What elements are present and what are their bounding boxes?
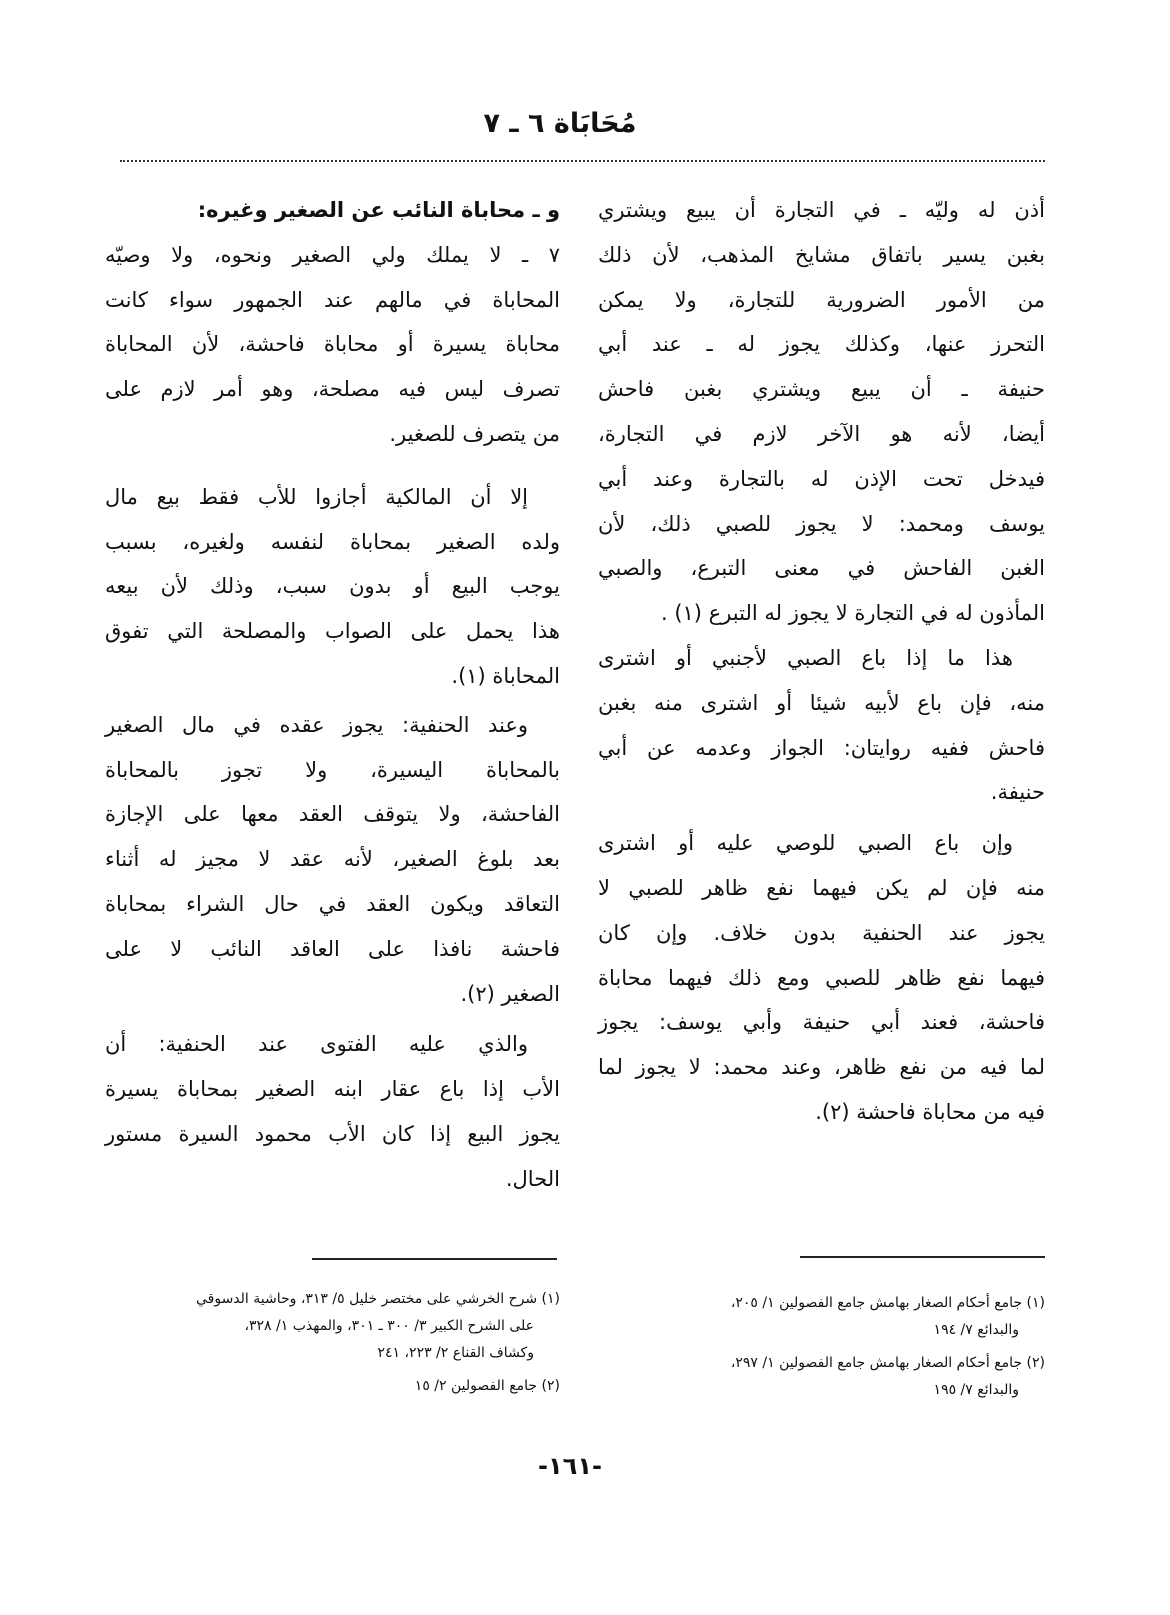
text-line: الأب إذا باع عقار ابنه الصغير بمحاباة يسيرة bbox=[105, 1077, 560, 1102]
footnote-divider-right bbox=[800, 1256, 1045, 1258]
text-line: يوجب البيع أو بدون سبب، وذلك لأن بيعه bbox=[105, 574, 560, 599]
paragraph bbox=[598, 188, 1045, 636]
text-line: هذا يحمل على الصواب والمصلحة التي تفوق bbox=[105, 619, 560, 644]
text-line: منه فإن لم يكن فيهما نفع ظاهر للصبي لا bbox=[598, 875, 1045, 900]
footnote-line: على الشرح الكبير ٣/ ٣٠٠ ـ ٣٠١، والمهذب ١/ ٣٢٨، bbox=[244, 1318, 534, 1334]
footnote bbox=[600, 1350, 1045, 1404]
text-line: بالمحاباة اليسيرة، ولا تجوز بالمحاباة bbox=[105, 757, 560, 782]
footnotes-left bbox=[105, 1286, 560, 1400]
footnote-line: (٢) جامع الفصولين ٢/ ١٥ bbox=[414, 1378, 560, 1394]
paragraph bbox=[105, 703, 560, 1017]
right-text-column bbox=[598, 188, 1045, 1135]
text-line: أذن له وليّه ـ في التجارة أن يبيع ويشتري bbox=[598, 198, 1045, 222]
footnote bbox=[600, 1290, 1045, 1344]
text-line: هذا ما إذا باع الصبي لأجنبي أو اشترى bbox=[598, 645, 1013, 670]
text-line: يوسف ومحمد: لا يجوز للصبي ذلك، لأن bbox=[598, 511, 1045, 536]
text-line: المحاباة (١). bbox=[451, 663, 560, 688]
text-line: التحرز عنها، وكذلك يجوز له ـ عند أبي bbox=[598, 332, 1045, 357]
text-line: التعاقد ويكون العقد في حال الشراء بمحاباة bbox=[105, 891, 560, 916]
text-line: فيه من محاباة فاحشة (٢). bbox=[815, 1099, 1045, 1124]
text-line: أيضا، لأنه هو الآخر لازم في التجارة، bbox=[598, 421, 1045, 446]
text-line: حنيفة. bbox=[990, 780, 1045, 805]
footnote bbox=[105, 1373, 560, 1400]
text-line: الصغير (٢). bbox=[460, 981, 560, 1006]
footnote-line: وكشاف القناع ٢/ ٢٢٣، ٢٤١ bbox=[377, 1345, 534, 1361]
text-line: من الأمور الضرورية للتجارة، ولا يمكن bbox=[598, 287, 1045, 312]
footnote-line: (١) شرح الخرشي على مختصر خليل ٥/ ٣١٣، وحاشية الدسوقي bbox=[195, 1291, 560, 1307]
footnote-line: (٢) جامع أحكام الصغار بهامش جامع الفصولين ١/ ٢٩٧، bbox=[730, 1355, 1045, 1371]
footnotes-right bbox=[600, 1290, 1045, 1404]
text-line: ولده الصغير بمحاباة لنفسه ولغيره، بسبب bbox=[105, 529, 560, 554]
text-line: المحاباة في مالهم عند الجمهور سواء كانت bbox=[105, 287, 560, 312]
footnote-line: (١) جامع أحكام الصغار بهامش جامع الفصولين ١/ ٢٠٥، bbox=[730, 1295, 1045, 1311]
footnote-line: والبدائع ٧/ ١٩٥ bbox=[933, 1382, 1019, 1398]
paragraph bbox=[105, 475, 560, 699]
text-line: الغبن الفاحش في معنى التبرع، والصبي bbox=[598, 556, 1045, 581]
section-heading: و ـ محاباة النائب عن الصغير وغيره: bbox=[197, 198, 560, 222]
paragraph bbox=[105, 1022, 560, 1201]
paragraph bbox=[105, 233, 560, 457]
text-line: بغبن يسير باتفاق مشايخ المذهب، لأن ذلك bbox=[598, 242, 1045, 267]
text-line: بعد بلوغ الصغير، لأنه عقد لا مجيز له أثناء bbox=[105, 847, 560, 872]
text-line: ٧ ـ لا يملك ولي الصغير ونحوه، ولا وصيّه bbox=[105, 242, 560, 267]
footnote-line: والبدائع ٧/ ١٩٤ bbox=[933, 1322, 1019, 1338]
text-line: حنيفة ـ أن يبيع ويشتري بغبن فاحش bbox=[598, 377, 1045, 402]
running-header: مُحَابَاة ٦ ـ ٧ bbox=[483, 108, 637, 139]
text-line: محاباة يسيرة أو محاباة فاحشة، لأن المحاباة bbox=[105, 332, 560, 357]
text-line: والذي عليه الفتوى عند الحنفية: أن bbox=[105, 1032, 528, 1057]
left-text-column bbox=[105, 188, 560, 1202]
header-dotted-divider bbox=[120, 160, 1045, 162]
text-line: تصرف ليس فيه مصلحة، وهو أمر لازم على bbox=[105, 377, 560, 402]
text-line: إلا أن المالكية أجازوا للأب فقط بيع مال bbox=[105, 484, 528, 509]
text-line: فاحشة نافذا على العاقد النائب لا على bbox=[105, 936, 560, 961]
text-line: وعند الحنفية: يجوز عقده في مال الصغير bbox=[105, 712, 528, 737]
text-line: الحال. bbox=[505, 1166, 560, 1191]
footnote bbox=[105, 1286, 560, 1367]
text-line: فيدخل تحت الإذن له بالتجارة وعند أبي bbox=[598, 466, 1045, 491]
text-line: وإن باع الصبي للوصي عليه أو اشترى bbox=[598, 831, 1013, 856]
text-line: يجوز عند الحنفية بدون خلاف. وإن كان bbox=[598, 920, 1045, 945]
text-line: فيهما نفع ظاهر للصبي ومع ذلك فيهما محاباة bbox=[598, 965, 1045, 990]
text-line: الفاحشة، ولا يتوقف العقد معها على الإجازة bbox=[105, 802, 560, 827]
text-line: لما فيه من نفع ظاهر، وعند محمد: لا يجوز لما bbox=[598, 1055, 1045, 1080]
paragraph bbox=[598, 636, 1045, 815]
text-line: المأذون له في التجارة لا يجوز له التبرع (١) . bbox=[660, 601, 1045, 626]
paragraph bbox=[598, 821, 1045, 1135]
text-line: فاحش ففيه روايتان: الجواز وعدمه عن أبي bbox=[598, 735, 1045, 760]
text-line: فاحشة، فعند أبي حنيفة وأبي يوسف: يجوز bbox=[598, 1010, 1045, 1035]
page-number: -١٦١- bbox=[538, 1452, 602, 1480]
text-line: منه، فإن باع لأبيه شيئا أو اشترى منه بغبن bbox=[598, 690, 1045, 715]
footnote-divider-left bbox=[312, 1258, 557, 1260]
text-line: يجوز البيع إذا كان الأب محمود السيرة مستور bbox=[105, 1121, 560, 1146]
text-line: من يتصرف للصغير. bbox=[389, 421, 560, 446]
